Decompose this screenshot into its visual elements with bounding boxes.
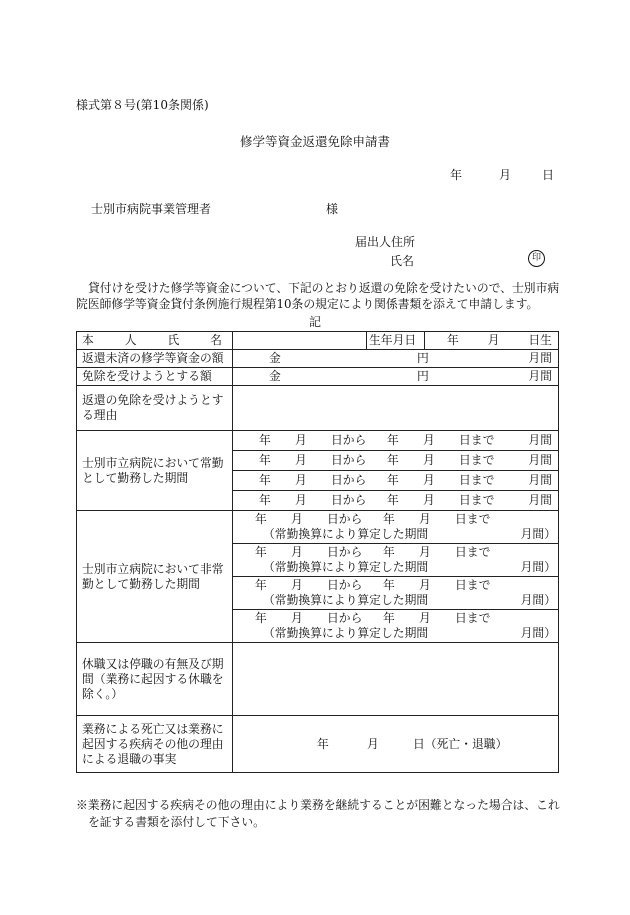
fulltime-period-cell[interactable] [233, 451, 559, 471]
death-month-label: 月 [367, 736, 379, 751]
period-duration: 月間 [528, 453, 552, 467]
period-year: 年 [383, 611, 395, 625]
period-year: 年 [387, 493, 399, 507]
row-fulltime-1 [77, 431, 559, 451]
yen-label: 円 [417, 369, 429, 383]
row-reason [77, 386, 559, 431]
parttime-period-cell[interactable] [233, 610, 559, 643]
period-month: 月 [295, 433, 307, 447]
period-year: 年 [387, 433, 399, 447]
date-year-label: 年 [450, 168, 463, 182]
period-year: 年 [259, 453, 271, 467]
fulltime-equivalent-note: （常勤換算により算定した期間 [263, 527, 429, 541]
period-month: 月 [295, 453, 307, 467]
period-from: 日から [327, 512, 363, 526]
reason-cell[interactable] [233, 386, 559, 431]
name-label-char: 名 [210, 333, 222, 347]
row-unpaid-amount [77, 350, 559, 368]
birth-day-label: 日生 [528, 333, 552, 347]
leave-cell[interactable] [233, 643, 559, 716]
form-number-label: 様式第８号(第10条関係) [76, 98, 209, 112]
period-month: 月 [291, 545, 303, 559]
period-month: 月 [419, 512, 431, 526]
period-year: 年 [383, 512, 395, 526]
period-from: 日から [327, 545, 363, 559]
period-duration: 月間 [528, 493, 552, 507]
period-year: 年 [255, 545, 267, 559]
period-year: 年 [383, 545, 395, 559]
period-duration: 月間） [520, 626, 556, 640]
period-until: 日まで [459, 473, 495, 487]
birth-month-label: 月 [487, 333, 500, 347]
period-from: 日から [331, 433, 367, 447]
period-month: 月 [291, 512, 303, 526]
footnote: ※業務に起因する疾病その他の理由により業務を継続することが困難となった場合は、これを証する書類を添付して下さい。 [76, 798, 560, 829]
death-retirement-label: 業務による死亡又は業務に起因する疾病その他の理由による退職の事実 [77, 716, 233, 773]
fulltime-period-cell[interactable] [233, 431, 559, 451]
period-year: 年 [255, 512, 267, 526]
period-until: 日まで [459, 433, 495, 447]
seal-mark: 印 [528, 250, 545, 267]
unpaid-amount-cell[interactable] [233, 350, 559, 368]
row-leave [77, 643, 559, 716]
period-month: 月 [423, 493, 435, 507]
months-label: 月間 [528, 351, 552, 365]
period-year: 年 [383, 578, 395, 592]
fulltime-period-label: 士別市立病院において常勤として勤務した期間 [77, 431, 233, 511]
name-label [77, 332, 233, 350]
months-label: 月間 [528, 369, 552, 383]
period-year: 年 [259, 433, 271, 447]
period-month: 月 [419, 578, 431, 592]
period-month: 月 [295, 473, 307, 487]
period-duration: 月間 [528, 473, 552, 487]
period-duration: 月間） [520, 560, 556, 574]
row-parttime-1 [77, 511, 559, 544]
reason-label: 返還の免除を受けようとする理由 [77, 386, 233, 431]
kin-label: 金 [269, 351, 281, 365]
applicant-name-label: 氏名 [390, 254, 415, 268]
fulltime-equivalent-note: （常勤換算により算定した期間 [263, 626, 429, 640]
period-year: 年 [255, 611, 267, 625]
period-duration: 月間） [520, 593, 556, 607]
period-month: 月 [423, 433, 435, 447]
name-input-cell[interactable] [233, 332, 367, 350]
period-month: 月 [423, 473, 435, 487]
period-month: 月 [291, 578, 303, 592]
yen-label: 円 [417, 351, 429, 365]
ki-mark: 記 [308, 315, 321, 329]
period-month: 月 [423, 453, 435, 467]
birth-date-cell[interactable] [425, 332, 559, 350]
period-year: 年 [387, 473, 399, 487]
exempt-amount-cell[interactable] [233, 368, 559, 386]
death-day-label: 日（死亡・退職） [413, 736, 508, 751]
date-month-label: 月 [498, 168, 511, 182]
death-year-label: 年 [317, 736, 329, 751]
name-label-char: 人 [124, 333, 137, 347]
period-year: 年 [259, 493, 271, 507]
period-until: 日まで [455, 578, 491, 592]
period-until: 日まで [455, 545, 491, 559]
name-label-char: 本 [82, 333, 94, 347]
period-from: 日から [331, 493, 367, 507]
applicant-address-label: 届出人住所 [355, 235, 416, 249]
fulltime-period-cell[interactable] [233, 491, 559, 511]
period-year: 年 [259, 473, 271, 487]
period-month: 月 [291, 611, 303, 625]
parttime-period-cell[interactable] [233, 544, 559, 577]
application-statement: 貸付けを受けた修学等資金について、下記のとおり返還の免除を受けたいので、士別市病院医師修学等資金貸付条例施行規程第10条の規定により関係書類を添えて申請します。 [76, 281, 560, 311]
application-form-table [76, 331, 559, 773]
birth-year-label: 年 [447, 333, 459, 347]
period-duration: 月間 [528, 433, 552, 447]
application-date[interactable] [450, 166, 554, 183]
fulltime-period-cell[interactable] [233, 471, 559, 491]
period-month: 月 [419, 611, 431, 625]
period-year: 年 [255, 578, 267, 592]
row-exempt-amount [77, 368, 559, 386]
fulltime-equivalent-note: （常勤換算により算定した期間 [263, 560, 429, 574]
period-month: 月 [419, 545, 431, 559]
leave-label: 休職又は停職の有無及び期間（業務に起因する休職を除く。） [77, 643, 233, 716]
addressee: 士別市病院事業管理者 [91, 202, 212, 216]
honorific-sama: 様 [326, 202, 339, 216]
parttime-period-label: 士別市立病院において非常勤として勤務した期間 [77, 511, 233, 643]
death-retirement-cell[interactable] [233, 716, 559, 773]
period-from: 日から [331, 453, 367, 467]
period-duration: 月間） [520, 527, 556, 541]
period-until: 日まで [459, 493, 495, 507]
parttime-period-cell[interactable] [233, 511, 559, 544]
fulltime-equivalent-note: （常勤換算により算定した期間 [263, 593, 429, 607]
row-applicant-name [77, 332, 559, 350]
period-from: 日から [327, 578, 363, 592]
parttime-period-cell[interactable] [233, 577, 559, 610]
birth-date-label: 生年月日 [367, 332, 425, 350]
document-title: 修学等資金返還免除申請書 [239, 134, 390, 149]
period-from: 日から [331, 473, 367, 487]
name-label-char: 氏 [167, 333, 180, 347]
period-month: 月 [295, 493, 307, 507]
period-until: 日まで [455, 611, 491, 625]
date-day-label: 日 [541, 168, 554, 182]
period-from: 日から [327, 611, 363, 625]
period-until: 日まで [455, 512, 491, 526]
period-until: 日まで [459, 453, 495, 467]
kin-label: 金 [269, 369, 281, 383]
unpaid-amount-label: 返還未済の修学等資金の額 [77, 350, 233, 368]
row-death-retirement [77, 716, 559, 773]
period-year: 年 [387, 453, 399, 467]
exempt-amount-label: 免除を受けようとする額 [77, 368, 233, 386]
